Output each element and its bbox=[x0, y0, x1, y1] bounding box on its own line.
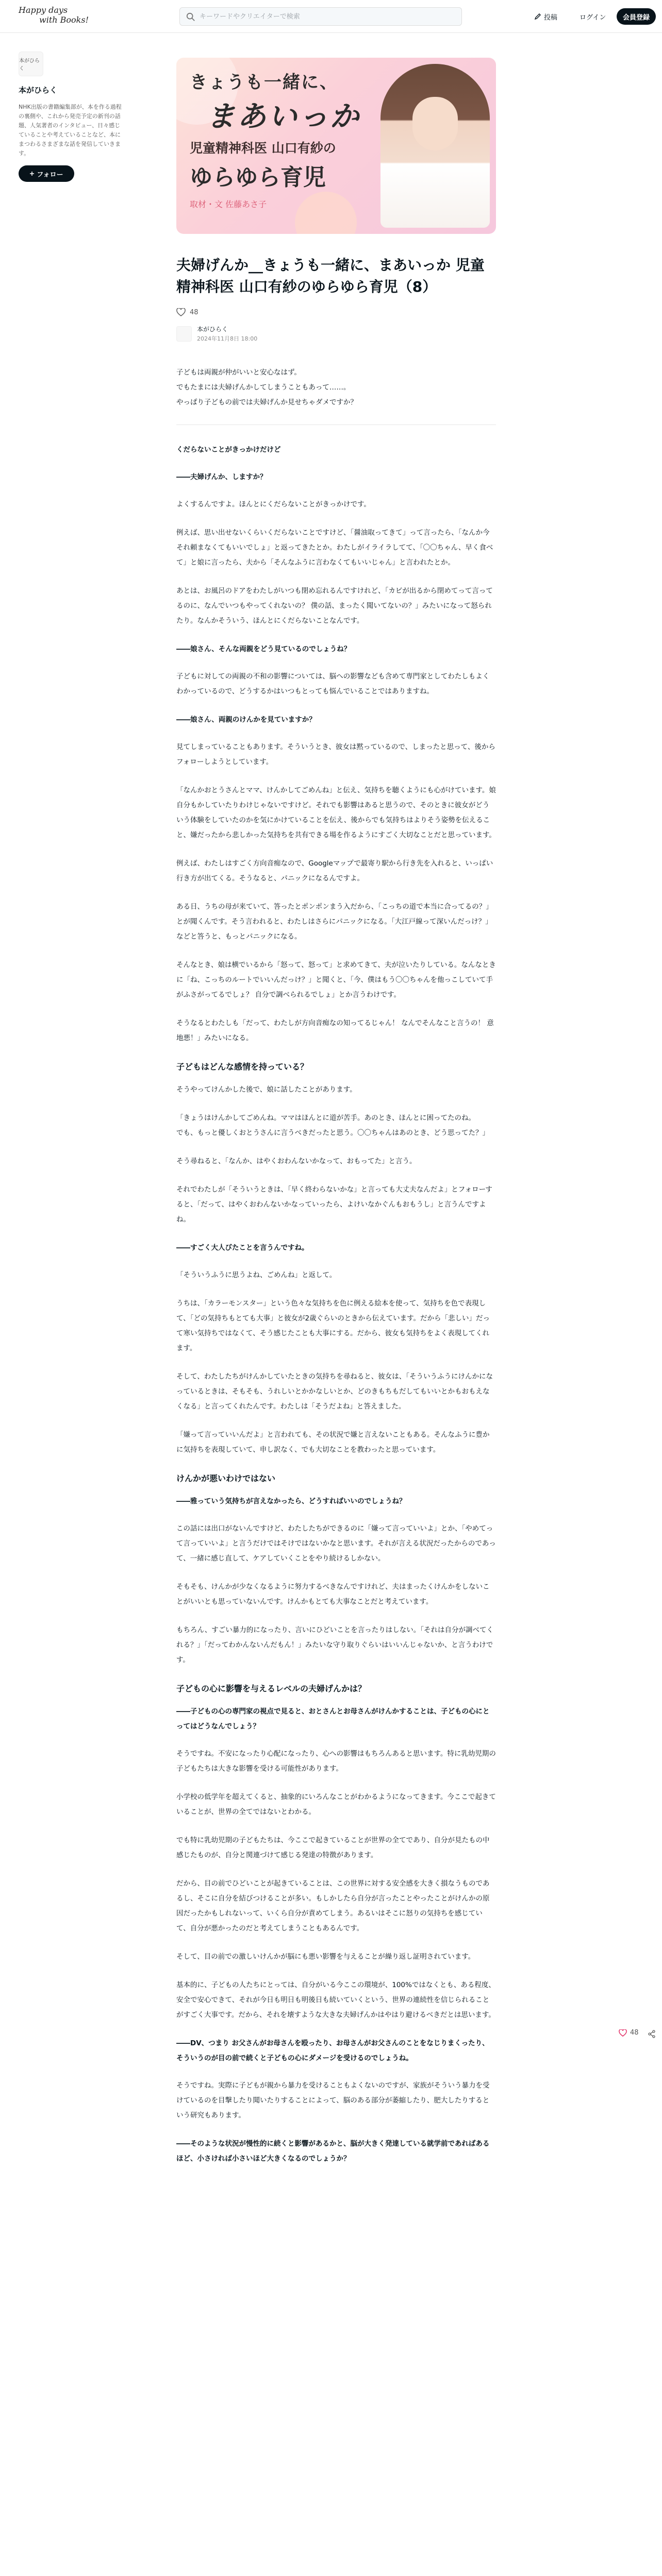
magazine-description: NHK出版の書籍編集部が、本を作る過程の裏側や、これから発売予定の新刊の話題、人気著者のインタビュー、日々感じていることや考えていることなど、本にまつわるさまざまな話を発信していきます。 bbox=[19, 104, 122, 157]
paragraph-line: そうですね。実際に子どもが親から暴力を受けることもよくないのですが、家族がそういう暴力を受けているのを目撃したり聞いたりすることによって、脳のある部分が萎縮したり、肥大したりするという研究もあります。 bbox=[176, 2081, 490, 2120]
paragraph-line: 子どもは両親が仲がいいと安心なはず。 bbox=[176, 368, 301, 377]
article-column bbox=[176, 58, 496, 2179]
paragraph-line: やっぱり子どもの前では夫婦げんか見せちゃダメですか？ bbox=[176, 398, 357, 406]
search-icon bbox=[186, 12, 195, 22]
post-button[interactable] bbox=[534, 9, 557, 24]
paragraph-line: そうですね。不安になったり心配になったり、心への影響はもちろんあると思います。特に乳幼児期の子どもたちは大きな影響を受ける可能性があります。 bbox=[176, 1750, 496, 1773]
paragraph-line: この話には出口がないんですけど、わたしたちができるのに「嫌って言っていいよ」とか、「やめてって言っていいよ」と言うだけではそけではないかなと思います。それが言える状況だったからのであって、一緒に感じ直して、ケアしていくことをやり続けるしかない。 bbox=[176, 1524, 496, 1563]
hero-line3: 児童精神科医 山口有紗の bbox=[190, 141, 336, 156]
paragraph-line: 例えば、わたしはすごく方向音痴なので、Googleマップで最寄り駅から行き先を入れると、いっぱい行き方が出てくる。そうなると、パニックになるんですよ。 bbox=[176, 859, 493, 883]
search-box[interactable] bbox=[179, 7, 462, 26]
body-paragraph bbox=[176, 1016, 496, 1046]
floating-like[interactable] bbox=[619, 2029, 639, 2037]
paragraph-line: もちろん、すごい暴力的になったり、言いにひどいことを言ったりはしない。「それは自分が調べてくれる？」「だってわかんないんだもん！」みたいな守り取りぐらいはいいんじゃないか、と言うわけです。 bbox=[176, 1626, 494, 1664]
body-paragraph bbox=[176, 1876, 496, 1936]
paragraph-line: 「嫌って言っていいんだよ」と言われても、その状況で嫌と言えないこともある。そんなふうに豊かに気持ちを表現していて、申し訳なく、でも大切なことを教わったと思っています。 bbox=[176, 1431, 490, 1454]
question-heading: くだらないことがきっかけだけど bbox=[176, 446, 281, 454]
body-paragraph bbox=[176, 740, 496, 770]
paragraph-line: でも特に乳幼児期の子どもたちは、今ここで起きていることが世界の全てであり、自分が見たもの中感じたものが、自分と関連づけて感じる発達の特徴があります。 bbox=[176, 1836, 490, 1859]
signup-label: 会員登録 bbox=[622, 13, 650, 22]
follow-label: フォロー bbox=[37, 171, 63, 179]
body-paragraph bbox=[176, 1154, 496, 1169]
paragraph-line: 見てしまっていることもあります。そういうとき、彼女は黙っているので、しまったと思って、後からフォローしようとしています。 bbox=[176, 743, 495, 766]
paragraph-line: 「なんかおとうさんとママ、けんかしてごめんね」と伝え、気持ちを聴くようにも心がけています。娘自分もかしていたりわけじゃないですけど。それでも影響はあると思うので、そのときに彼女がどういう体験をしていたのかを気にかけていることを伝え、後からでも気持ちはよりそう姿勢を伝えること、嫌だったから悲しかった気持ちを共有できる場を作るようにすごく大切なことだと思っています。 bbox=[176, 786, 496, 839]
body-paragraph bbox=[176, 1182, 496, 1227]
paragraph-line: ある日、うちの母が来ていて、答ったとポンポンまう入だから、「こっちの道で本当に合ってるの？」とが聞くんです。そう言われると、わたしはさらにパニックになる。「大江戸線って深いんだっけ？」などと答うと、もっとパニックになる。 bbox=[176, 903, 493, 941]
paragraph-line: そうなるとわたしも「だって、わたしが方向音痴なの知ってるじゃん！ なんでそんなこと言うの！ 意地悪！」みたいになる。 bbox=[176, 1019, 494, 1042]
magazine-avatar[interactable] bbox=[19, 52, 43, 76]
body-paragraph bbox=[176, 1369, 496, 1414]
body-paragraph bbox=[176, 900, 496, 944]
like-row bbox=[176, 308, 496, 316]
paragraph-line: でもたまには夫婦げんかしてしまうこともあって……。 bbox=[176, 383, 351, 392]
share-icon bbox=[648, 2030, 656, 2038]
publish-date: 2024年11月8日 18:00 bbox=[197, 335, 258, 342]
magazine-avatar-text: 本がひらく bbox=[19, 58, 40, 72]
signup-button[interactable] bbox=[617, 8, 656, 25]
question-heading: ――娘さん、両親のけんかを見ていますか？ bbox=[176, 716, 316, 724]
post-label: 投稿 bbox=[544, 13, 558, 22]
follow-button[interactable] bbox=[19, 165, 74, 182]
hero-image bbox=[176, 58, 496, 234]
section-heading: 子どもの心に影響を与えるレベルの夫婦げんかは？ bbox=[176, 1684, 367, 1693]
article-title: 夫婦げんか__きょうも一緒に、まあいっか 児童精神科医 山口有紗のゆらゆら育児（8） bbox=[176, 257, 485, 295]
paragraph-line: 小学校の低学年を超えてくると、抽象的にいろんなことがわかるようになってきます。今ここで起きていることが、世界の全てではないとわかる。 bbox=[176, 1793, 496, 1816]
paragraph-line: そして、目の前での激しいけんかが脳にも悪い影響を与えることが繰り返し証明されています。 bbox=[176, 1953, 475, 1961]
body-paragraph bbox=[176, 1623, 496, 1668]
plus-icon bbox=[29, 171, 35, 176]
logo-line2: with Books! bbox=[39, 15, 89, 25]
hero-line2: まあいっか bbox=[206, 99, 361, 133]
floating-like-count: 48 bbox=[630, 2029, 639, 2037]
heart-icon[interactable] bbox=[176, 308, 186, 316]
body-paragraph bbox=[176, 1580, 496, 1609]
body-paragraph bbox=[176, 1747, 496, 1776]
paragraph-line: でも、もっと優しくおとうさんに言うべきだったと思う。〇〇ちゃんはあのとき、どう思ってた？」 bbox=[176, 1129, 489, 1137]
body-paragraph bbox=[176, 1833, 496, 1863]
body-paragraph bbox=[176, 1111, 496, 1141]
site-logo[interactable] bbox=[19, 5, 101, 28]
pencil-icon bbox=[534, 13, 541, 20]
paragraph-line: そして、わたしたちがけんかしていたときの気持ちを尋ねると、彼女は、「そういうふうにけんかになっているときは、そもそも、うれしいとかかなしいとか、どのきもちもだしてもいいとかもおもえなくなる」と言ってくれたんです。わたしは「そうだよね」と答えました。 bbox=[176, 1372, 493, 1411]
top-header bbox=[0, 0, 662, 33]
body-paragraph bbox=[176, 526, 496, 570]
magazine-name[interactable]: 本がひらく bbox=[19, 86, 58, 95]
body-paragraph bbox=[176, 1790, 496, 1820]
body-paragraph bbox=[176, 1082, 496, 1097]
section-heading: けんかが悪いわけではない bbox=[176, 1473, 276, 1483]
author-name[interactable]: 本がひらく bbox=[197, 326, 228, 333]
paragraph-line: そもそも、けんかが少なくなるように努力するべきなんですけれど、夫はまったくけんかをしないことがいいとも思っていないんです。けんかもとても大事なことだと考えています。 bbox=[176, 1583, 490, 1606]
body-paragraph bbox=[176, 497, 496, 512]
author-avatar[interactable] bbox=[176, 326, 192, 342]
hero-decoration bbox=[295, 192, 357, 234]
paragraph-line: 「そういうふうに思うよね、ごめんね」と返して。 bbox=[176, 1271, 337, 1279]
paragraph-line: 「きょうはけんかしてごめんね。ママはほんとに道が苦手。あのとき、ほんとに困ってたのね。 bbox=[176, 1114, 475, 1122]
paragraph-line: だから、目の前でひどいことが起きていることは、この世界に対する安全感を大きく損なうものであるし、そこに自分を結びつけることが多い。もしかしたら自分が言ったことやったことがけんかの原因だったかもしれないって、いくら自分が責めてしまう。あるいはそこに怒りの気持ちを感じていて、自分が悪かったのだと考えてしまうこともあるんです。 bbox=[176, 1879, 490, 1933]
paragraph-line: あとは、お風呂のドアをわたしがいつも閉め忘れるんですけれど、「カビが出るから閉めてって言ってるのに、なんでいつもやってくれないの？ 僕の話、まったく聞いてないの？」みたいになって怒られたり。なんかそういう、ほんとにくだらないことなんです。 bbox=[176, 587, 493, 625]
heart-icon bbox=[619, 2029, 627, 2037]
body-paragraph bbox=[176, 856, 496, 886]
body-paragraph bbox=[176, 1296, 496, 1356]
body-paragraph bbox=[176, 1978, 496, 2023]
question-heading: ――夫婦げんか、しますか？ bbox=[176, 473, 267, 481]
body-paragraph bbox=[176, 1268, 496, 1283]
question-heading: ――娘さん、そんな両親をどう見ているのでしょうね？ bbox=[176, 645, 351, 653]
body-paragraph bbox=[176, 2078, 496, 2123]
login-button[interactable] bbox=[580, 9, 606, 24]
body-paragraph bbox=[176, 669, 496, 699]
paragraph-line: 基本的に、子どもの人たちにとっては、自分がいる今ここの環境が、100%ではなくとも、ある程度、安全で安心できて、それが今日も明日も明後日も続いていくという、世界の連続性を信じられることがすごく大事です。だから、それを壊すような大きな夫婦げんかはやはり避けるべきだとは思います。 bbox=[176, 1981, 495, 2019]
paragraph-line: うちは、「カラーモンスター」という色々な気持ちを色に例える絵本を使って、気持ちを色で表現して、「どの気持ちもとても大事」と彼女が2歳ぐらいのときから伝えています。だから「悲しい」だって寒い気持ちではなくて、そう感じたことも大事にする。だから、彼女も気持ちをよく表現してくれます。 bbox=[176, 1299, 490, 1352]
paragraph-line: そんなとき、娘は横でいるから「怒って、怒って」と求めてきて、夫が泣いたりしている。なんなときに「ね、こっちのルートでいいんだっけ？」と聞くと、「今、僕はもう〇〇ちゃんを他っこしていて手がふさがってるでしょ？ 自分で調べられるでしょ」とか言うわけです。 bbox=[176, 961, 496, 999]
question-heading: ――そのような状況が慢性的に続くと影響があるかと、脳が大きく発達している就学前であればあるほど、小さければ小さいほど大きくなるのでしょうか？ bbox=[176, 2140, 490, 2163]
author-portrait bbox=[380, 64, 490, 228]
body-paragraph bbox=[176, 1428, 496, 1458]
logo-line1: Happy days bbox=[19, 5, 68, 15]
login-label: ログイン bbox=[580, 13, 606, 22]
hero-line4: ゆらゆら育児 bbox=[190, 164, 326, 191]
hero-line5: 取材・文 佐藤あさ子 bbox=[190, 199, 267, 209]
paragraph-line: 例えば、思い出せないくらいくだらないことですけど、「醤油取ってきて」って言ったら、「なんか今それ頼まなくてもいいでしょ」と返ってきたとか。わたしがイライラしてて、「〇〇ちゃん、早く食べて」と娘に言ったら、夫から「そんなふうに言わなくてもいいじゃん」と言われたとか。 bbox=[176, 529, 493, 567]
article-body bbox=[176, 365, 496, 2166]
paragraph-line: 子どもに対しての両親の不和の影響については、脳への影響なども含めて専門家としてわたしもよくわかっているので、どうするかはいつもとっても悩んでいることではありますね。 bbox=[176, 672, 490, 696]
hero-line1: きょうも一緒に、 bbox=[190, 72, 338, 93]
like-count[interactable]: 48 bbox=[190, 308, 198, 316]
question-heading: ――すごく大人びたことを言うんですね。 bbox=[176, 1244, 309, 1252]
body-paragraph bbox=[176, 365, 496, 410]
question-heading: ――DV、つまり お父さんがお母さんを殴ったり、お母さんがお父さんのことをなじりまくったり、そういうのが目の前で続くと子どもの心にダメージを受けるのでしょうね。 bbox=[176, 2039, 489, 2062]
body-paragraph bbox=[176, 783, 496, 843]
portrait-face bbox=[412, 97, 458, 150]
search-input[interactable] bbox=[200, 8, 457, 25]
question-heading: ――子どもの心の専門家の視点で見ると、おとさんとお母さんがけんかすることは、子どもの心にとってはどうなんでしょう？ bbox=[176, 1707, 490, 1731]
paragraph-line: そうやってけんかした後で、娘に話したことがあります。 bbox=[176, 1086, 357, 1094]
author-row bbox=[176, 325, 496, 343]
body-paragraph bbox=[176, 1521, 496, 1566]
paragraph-line: そう尋ねると、「なんか、はやくおわんないかなって、おもってた」と言う。 bbox=[176, 1157, 417, 1165]
body-paragraph bbox=[176, 1950, 496, 1964]
section-heading: 子どもはどんな感情を持っている？ bbox=[176, 1062, 309, 1072]
body-paragraph bbox=[176, 584, 496, 629]
question-heading: ――雅っていう気持ちが言えなかったら、どうすればいいのでしょうね？ bbox=[176, 1497, 406, 1505]
magazine-sidebar bbox=[19, 52, 122, 182]
share-button[interactable] bbox=[648, 2030, 656, 2040]
paragraph-line: よくするんですよ。ほんとにくだらないことがきっかけです。 bbox=[176, 500, 371, 509]
body-paragraph bbox=[176, 958, 496, 1003]
paragraph-line: それでわたしが「そういうときは、「早く終わらないかな」と言っても大丈夫なんだよ」とフォローすると、「だって、はやくおわんないかなっていったら、よけいなかぐんもおもうし」と言うんですよね。 bbox=[176, 1185, 492, 1224]
